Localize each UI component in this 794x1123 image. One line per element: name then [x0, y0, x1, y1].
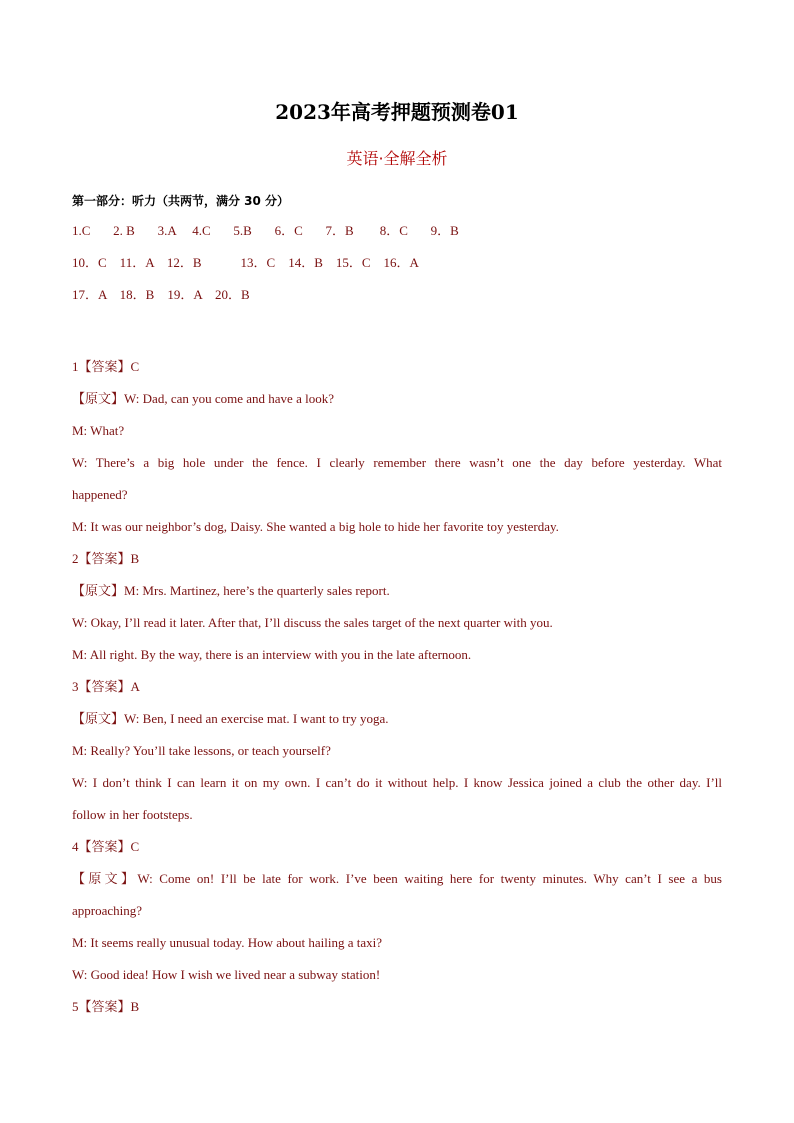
transcript-line: [72, 863, 722, 895]
answer-key: [72, 215, 722, 311]
transcript-line: W: There’s a big hole under the fence. I clearly remember there wasn’t one the day before yesterday. What: [72, 455, 722, 470]
transcript-tag: 【原文】: [72, 711, 125, 726]
answer-label: 5【答案】B: [72, 999, 140, 1014]
document-content: [72, 187, 722, 1023]
transcript-list: [72, 351, 722, 1023]
transcript-tag: 【原文】: [72, 391, 125, 406]
transcript-item: [72, 351, 722, 543]
answer-label: 4【答案】C: [72, 839, 140, 854]
answer-label: 3【答案】A: [72, 679, 140, 694]
transcript-text: W: Come on! I’ll be late for work. I’ve been waiting here for twenty minutes. Why can’t I see a bus: [137, 871, 722, 886]
transcript-line: [72, 383, 722, 415]
transcript-line: follow in her footsteps.: [72, 807, 193, 822]
transcript-line: W: Okay, I’ll read it later. After that, I’ll discuss the sales target of the next quarter with you.: [72, 615, 553, 630]
transcript-line: M: It seems really unusual today. How about hailing a taxi?: [72, 935, 383, 950]
transcript-text: W: Ben, I need an exercise mat. I want to try yoga.: [124, 711, 389, 726]
transcript-line: W: Good idea! How I wish we lived near a subway station!: [72, 967, 381, 982]
transcript-line: M: Really? You’ll take lessons, or teach yourself?: [72, 743, 331, 758]
transcript-tag: 【原文】: [72, 871, 138, 886]
answer-key-row: 10．C 11．A 12．B 13．C 14．B 15．C 16．A: [72, 255, 419, 270]
transcript-line: M: All right. By the way, there is an interview with you in the late afternoon.: [72, 647, 472, 662]
answer-key-row: 17．A 18．B 19．A 20．B: [72, 287, 250, 302]
transcript-line: happened?: [72, 487, 128, 502]
transcript-item: [72, 543, 722, 671]
transcript-text: W: Dad, can you come and have a look?: [124, 391, 334, 406]
transcript-line: [72, 703, 722, 735]
transcript-item: [72, 671, 722, 831]
transcript-line: W: I don’t think I can learn it on my own. I can’t do it without help. I know Jessica joined a club the other day. I’ll: [72, 775, 722, 790]
transcript-item: [72, 991, 722, 1023]
transcript-tag: 【原文】: [72, 583, 125, 598]
document-subtitle: 英语·全解全析: [346, 149, 448, 168]
answer-key-row: 1.C 2. B 3.A 4.C 5.B 6．C 7．B 8．C 9．B: [72, 223, 459, 238]
answer-label: 1【答案】C: [72, 359, 140, 374]
section-heading: 第一部分：听力（共两节，满分 30 分）: [72, 194, 290, 208]
transcript-line: M: What?: [72, 423, 125, 438]
transcript-line: M: It was our neighbor’s dog, Daisy. She wanted a big hole to hide her favorite toy yesterday.: [72, 519, 559, 534]
transcript-line: [72, 575, 722, 607]
transcript-text: M: Mrs. Martinez, here’s the quarterly sales report.: [124, 583, 390, 598]
transcript-item: [72, 831, 722, 991]
answer-label: 2【答案】B: [72, 551, 140, 566]
transcript-line: approaching?: [72, 903, 143, 918]
document-title: 2023年高考押题预测卷01: [275, 100, 519, 124]
